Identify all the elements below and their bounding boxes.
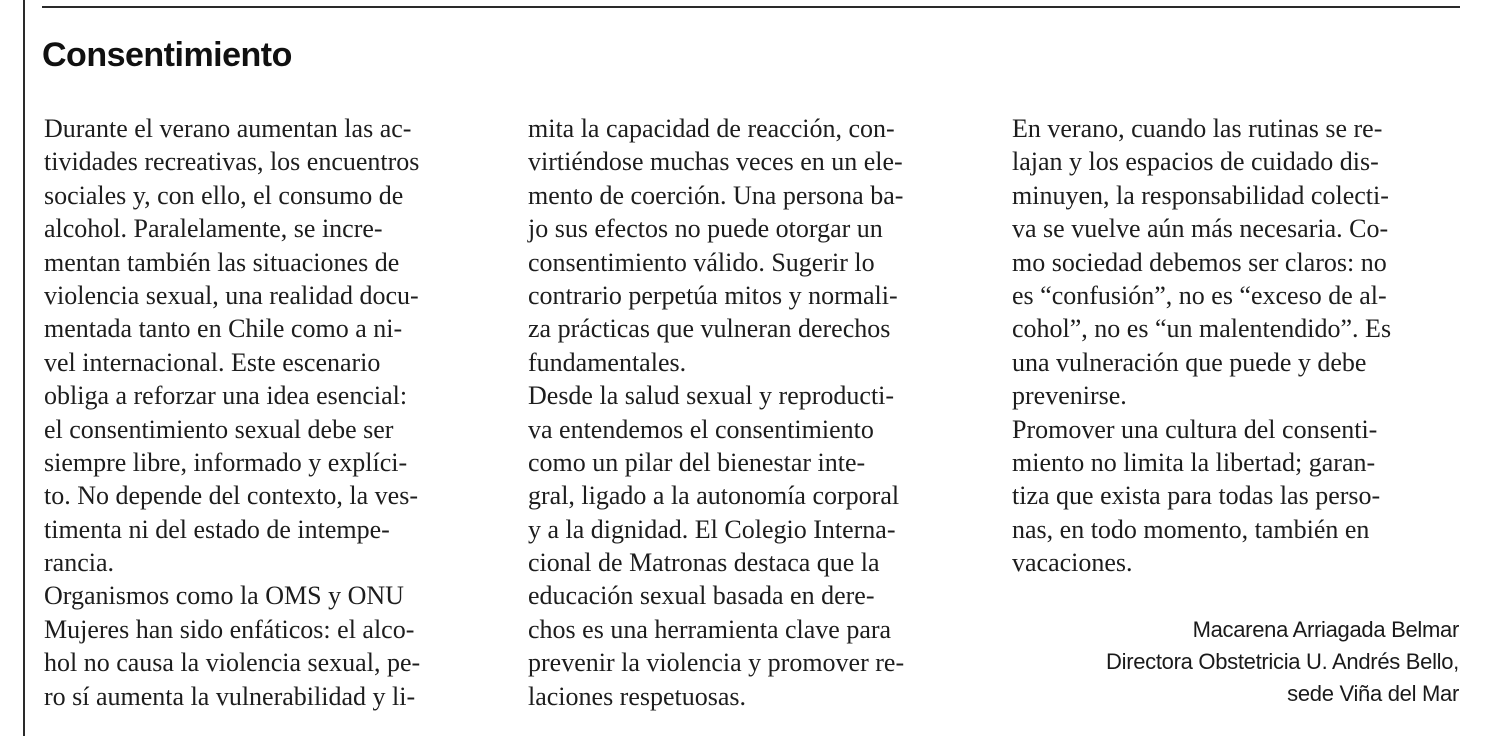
text-line: En verano, cuando las rutinas se re- [1012, 114, 1383, 143]
text-line: obliga a reforzar una idea esencial: [44, 381, 408, 411]
text-line: como un pilar del bienestar inte- [528, 447, 866, 477]
text-line: timenta ni del estado de intempe- [44, 514, 390, 544]
text-line: Promover una cultura del consenti- [1012, 414, 1378, 444]
text-line: vel internacional. Este escenario [44, 347, 381, 377]
text-line: violencia sexual, una realidad docu- [44, 280, 419, 310]
text-line: hol no causa la violencia sexual, pe- [44, 648, 421, 678]
text-line: educación sexual basada en dere- [528, 581, 875, 611]
text-line: prevenir la violencia y promover re- [528, 648, 905, 678]
text-line: es “confusión”, no es “exceso de al- [1012, 280, 1387, 310]
author-role: Directora Obstetricia U. Andrés Bello, [1106, 649, 1459, 674]
text-line: Mujeres han sido enfáticos: el alco- [44, 614, 415, 644]
text-line: fundamentales. [528, 347, 687, 377]
author-location: sede Viña del Mar [1287, 681, 1459, 706]
text-line: el consentimiento sexual debe ser [44, 414, 394, 444]
text-line: cohol”, no es “un malentendido”. Es [1012, 314, 1392, 344]
author-name: Macarena Arriagada Belmar [1192, 617, 1459, 642]
text-line: siempre libre, informado y explíci- [44, 447, 408, 477]
text-line: gral, ligado a la autonomía corporal [528, 481, 900, 511]
text-line: za prácticas que vulneran derechos [528, 314, 891, 344]
text-line: miento no limita la libertad; garan- [1012, 447, 1376, 477]
text-line: y a la dignidad. El Colegio Interna- [528, 514, 896, 544]
text-line: lajan y los espacios de cuidado dis- [1012, 147, 1379, 177]
text-line: ro sí aumenta la vulnerabilidad y li- [44, 681, 416, 711]
text-line: sociales y, con ello, el consumo de [44, 180, 404, 210]
article-column-1 [44, 112, 420, 713]
article-column-2 [528, 112, 904, 713]
text-line: to. No depende del contexto, la ves- [44, 481, 418, 511]
text-line: minuyen, la responsabilidad colecti- [1012, 180, 1389, 210]
text-line: contrario perpetúa mitos y normali- [528, 280, 898, 310]
text-line: tiza que exista para todas las perso- [1012, 481, 1381, 511]
text-line: mentan también las situaciones de [44, 247, 400, 277]
text-line: jo sus efectos no puede otorgar un [528, 214, 883, 244]
text-line: alcohol. Paralelamente, se incre- [44, 214, 383, 244]
article-column-3 [1012, 112, 1391, 579]
text-line: mita la capacidad de reacción, con- [528, 114, 895, 143]
top-divider-rule [42, 6, 1460, 8]
text-line: virtiéndose muchas veces en un ele- [528, 147, 903, 177]
text-line: tividades recreativas, los encuentros [44, 147, 420, 177]
text-line: va se vuelve aún más necesaria. Co- [1012, 214, 1389, 244]
text-line: mentada tanto en Chile como a ni- [44, 314, 403, 344]
text-line: cional de Matronas destaca que la [528, 548, 880, 578]
text-line: una vulneración que puede y debe [1012, 347, 1367, 377]
text-line: mento de coerción. Una persona ba- [528, 180, 904, 210]
text-line: rancia. [44, 548, 115, 578]
text-line: nas, en todo momento, también en [1012, 514, 1370, 544]
text-line: mo sociedad debemos ser claros: no [1012, 247, 1387, 277]
text-line: va entendemos el consentimiento [528, 414, 874, 444]
text-line: Durante el verano aumentan las ac- [44, 114, 412, 143]
author-signature [1106, 614, 1459, 710]
left-margin-rule [23, 0, 25, 736]
article-title: Consentimiento [42, 36, 292, 74]
text-line: Organismos como la OMS y ONU [44, 581, 404, 611]
text-line: chos es una herramienta clave para [528, 614, 892, 644]
text-line: laciones respetuosas. [528, 681, 747, 711]
text-line: consentimiento válido. Sugerir lo [528, 247, 875, 277]
text-line: Desde la salud sexual y reproducti- [528, 381, 895, 411]
text-line: prevenirse. [1012, 381, 1127, 411]
text-line: vacaciones. [1012, 548, 1133, 578]
